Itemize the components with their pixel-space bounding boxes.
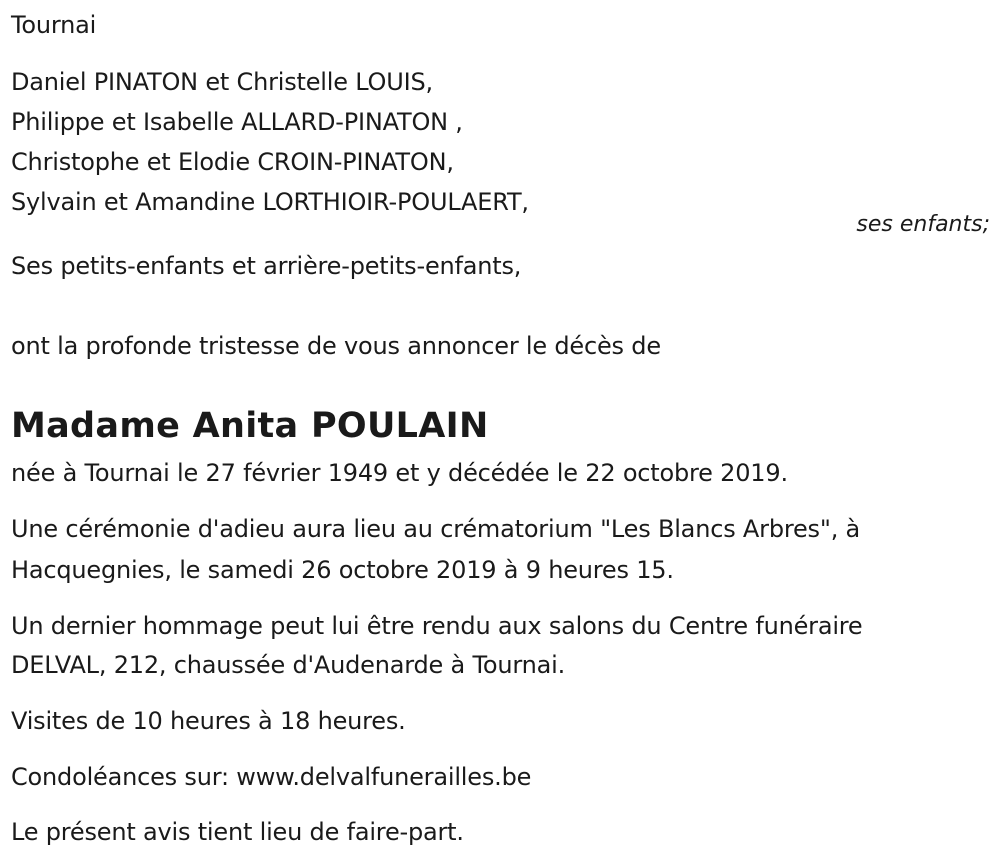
visits-line: Visites de 10 heures à 18 heures. bbox=[11, 707, 406, 735]
faire-part-note: Le présent avis tient lieu de faire-part. bbox=[11, 818, 464, 846]
deceased-name: Madame Anita POULAIN bbox=[11, 406, 489, 446]
child-line-4: Sylvain et Amandine LORTHIOIR-POULAERT, bbox=[11, 188, 529, 216]
homage-line-1: Un dernier hommage peut lui être rendu aux salons du Centre funéraire bbox=[11, 612, 863, 640]
grandchildren-line: Ses petits-enfants et arrière-petits-enfants, bbox=[11, 252, 522, 280]
condolences-line: Condoléances sur: www.delvalfunerailles.be bbox=[11, 763, 532, 791]
child-line-3: Christophe et Elodie CROIN-PINATON, bbox=[11, 148, 454, 176]
ceremony-line-2: Hacquegnies, le samedi 26 octobre 2019 à 9 heures 15. bbox=[11, 556, 674, 584]
homage-line-2: DELVAL, 212, chaussée d'Audenarde à Tournai. bbox=[11, 651, 565, 679]
child-line-1: Daniel PINATON et Christelle LOUIS, bbox=[11, 68, 433, 96]
child-line-2: Philippe et Isabelle ALLARD-PINATON , bbox=[11, 108, 463, 136]
birth-death-dates: née à Tournai le 27 février 1949 et y décédée le 22 octobre 2019. bbox=[11, 459, 788, 487]
announcement-line: ont la profonde tristesse de vous annoncer le décès de bbox=[11, 332, 661, 360]
city-heading: Tournai bbox=[11, 11, 97, 39]
children-label: ses enfants; bbox=[856, 212, 990, 237]
ceremony-line-1: Une cérémonie d'adieu aura lieu au crématorium "Les Blancs Arbres", à bbox=[11, 515, 861, 543]
